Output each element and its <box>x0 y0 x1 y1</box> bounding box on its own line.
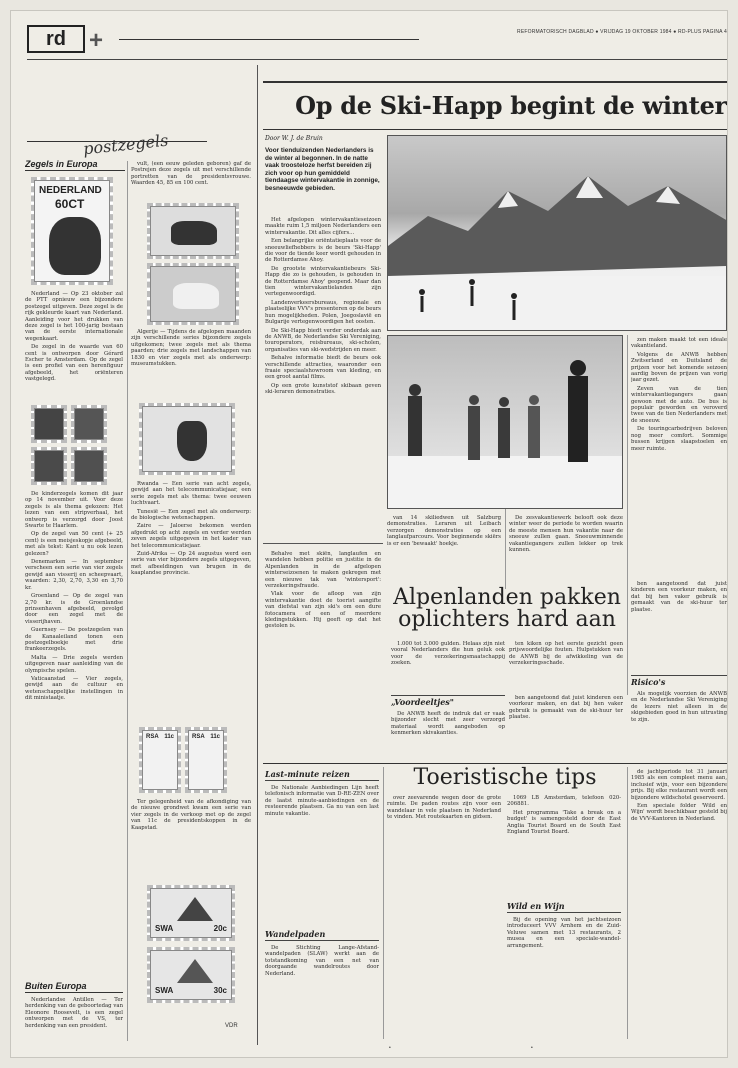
col-divider <box>383 767 384 1039</box>
rsa-stamp-2: RSA 11c <box>185 727 227 793</box>
plus-logo-mark: + <box>89 27 104 54</box>
horse-icon <box>173 283 219 309</box>
swa-stamp-2: SWA 30c <box>147 947 235 1003</box>
child-stamp-1 <box>31 405 67 443</box>
tips-rule <box>263 763 728 764</box>
col-divider <box>127 161 128 1041</box>
child-stamp-3 <box>31 447 67 485</box>
rubric-title: postzegels <box>82 130 170 159</box>
section-head-europa: Zegels in Europa <box>25 159 125 173</box>
alp-col4: ben aangetoond dat juist kinderen een voorkeur maken, en dat bij hen vaker gebruik is gemaakt van de ski-huur ter plaatse. <box>509 695 623 721</box>
alp-col5: ben aangetoond dat juist kinderen een voorkeur maken, en dat bij hen vaker gebruik is gemaakt van de ski-huur ter plaatse. <box>631 581 727 613</box>
mid-text-1: vult, (een eeuw geleden geboren) gaf de Postrejen deze zegels uit met verschillende portretten van de presidentsvrouwe. Waarden 45, 85 en 100 cent. <box>131 161 251 187</box>
subhead-tips: Toeristische tips <box>413 765 597 790</box>
col1-end-rule <box>263 543 383 544</box>
subhead-wild: Wild en Wijn <box>507 901 621 913</box>
section-head-buiten: Buiten Europa <box>25 981 123 995</box>
lead: Voor tienduizenden Nederlanders is de winter al begonnen. In de natte vaak troosteloze herfst bereiden zij zich voor op hun gemiddeld tiendaagse wintervakantie in zonnige, besneeuwde gebieden. <box>265 147 380 192</box>
wild-text: Bij de opening van het jachtseizoen introduceert VVV Arnhem en de Zuid-Veluwe samen met 13 restaurants, 2 musea en een speciale-wandel-arrangement. <box>507 917 621 949</box>
voordeel-text: De ANWB heeft de indruk dat er vaak bijzonder slecht met zeer verzorgd materiaal wordt aangeboden op kenmerken skivakanties. <box>391 711 505 737</box>
wandel-text: De Stichting Lange-Afstand-wandelpaden (SLAW) werkt aan de totstandkoming van een net van doorgaande wandelroutes door Nederland. <box>265 945 379 977</box>
newspaper-page <box>10 10 728 1058</box>
ship-icon <box>177 897 213 921</box>
intro-text: Nederland — Op 23 oktober zal de PTT opnieuw een bijzondere postzegel uitgeven. Deze zegel is de rijk gekleurde kaart van Nederland. Aanleiding voor het drukken van deze zegel is het 100-jarig bestaan van de eerste internationale wegenkaart. De zegel in de waarde van 60 cent is ontworpen door Gérard Escher te Amsterdam. Op de zegel is een profiel van een herenfiguur afgebeeld, het oriënteren vastgelegd. <box>25 291 123 383</box>
subhead-lastminute: Last-minute reizen <box>265 769 379 781</box>
left-text-body: De kinderzegels komen dit jaar op 14 november uit. Voor deze zegels is als thema gekozen: Het lezen van een stripverhaal, het ontwerp is verzorgd door Joost Swarte te Haarlem. Op de zegel van 50 cent (+ 25 cent) is een meisjeskopje afgebeeld, met als tekst: Kant u nu ook lezen gelezen? Denemarken — In september verscheen een serie van vier zegels gewijd aan visserij en scheepvaart, waarden: 2,30, 2,70, 3,30 en 3,70 kr. Groenland — Op de zegel van 2,70 kr. is de Groenlandse prinsenhaven afgebeeld, gevolgd door een zegel met de visserijhaven. Guernsey — De postzegelen van de Kanaaleiland tonen een postzegelboekje met drie frankeerzegels. Malta — Drie zegels werden uitgegeven naar aanleiding van de olympische spelen. Vaticaanstad — Vier zegels, gewijd aan de cultuur en wetenschappelijke instellingen in dit ministaatje. <box>25 491 123 702</box>
alp-col3: ten kiken op het eerste gezicht geen prijswoordelijke fouten. Hulpstukken van de ANWB bij de afwikkeling van de verzekeringsschade. <box>509 641 623 667</box>
ski-mountain-photo <box>387 135 727 331</box>
mid-text-4: Ter gelegenheid van de afkondiging van de nieuwe grondwet kwam een serie van vier zegels in de verkoop met op de zegel van 11c de presidentskoppen in de Kaapstad. <box>131 799 251 831</box>
col-divider <box>505 509 506 589</box>
child-stamp-4 <box>71 447 107 485</box>
main-rule-bottom <box>263 129 728 130</box>
paper-info: REFORMATORISCH DAGBLAD ● VRIJDAG 19 OKTOBER 1984 ● RD-PLUS PAGINA 4 <box>517 29 727 35</box>
footer-dot-left: • <box>389 1045 391 1051</box>
ship-icon <box>177 959 213 983</box>
col-divider <box>627 335 628 695</box>
col-divider <box>627 767 628 1039</box>
horse-stamp-2 <box>147 263 239 325</box>
subhead-voordeeltjes: „Voordeeltjes" <box>391 695 505 707</box>
mid-text-2: Algerije — Tijdens de afgelopen maanden zijn verschillende series bijzondere zegels uitgekomen; twee zegels met als thema paarden; drie zegels met landschappen van 1830 en vier zegels met als onderwerp: museumstukken. <box>131 329 251 368</box>
mid-text-3: Rwanda — Een serie van acht zegels, gewijd aan het telecommunicatiejaar, een serie zegels met als thema: twee eeuwen luchtvaart. Tunesië — Een zegel met als onderwerp: de biologische wetenschappen. Zaire — Jaloerse bekomen werden afgedrukt op acht zegels en verder werden zeven zegels uitgegeven in het kader van het telecommunicatiejaar. Zuid-Afrika — Op 24 augustus werd een serie van vier bijzondere zegels uitgegeven, met afbeeldingen van brugen in de kaaplandse provincie. <box>131 481 251 577</box>
main-col1: Het afgelopen wintervakantieseizoen maakte ruim 1,5 miljoen Nederlanders een wintervakantie. Dit alles cijfers... Een belangrijke oriëntatieplaats voor de sneeuwliefhebbers is de beurs 'Ski-Happ' die voor de tiende keer wordt gehouden in de Rotterdamse Ahoy. De grootste wintervakantiebeurs Ski-Happ die zo is gehouden, is gehouden in de Rotterdamse Ahoy' geopend. Maar dan tien wintervakantielanden zijn vertegenwoordigd. Landenverkeersbureaus, regionale en plaatselijke VVV's presenteren op de beurs hun mogelijkheden. Polen, Joegoslavië en Bulgarije vertegenwoordigen het oosten. De Ski-Happ biedt verder onderdak aan de ANWB, de Nederlandse Ski Vereniging, touroperators, reisbureaus, ski-scholen, organisaties van ski-wedstrijden en meer. Behalve informatie biedt de beurs ook verschillende attracties, waaronder een fraaie speciaalshowroom van kleding, en een groot aantal films. Op een grote kunststof skibaan geven ski-leraren demonstraties. <box>265 217 381 396</box>
stamp-nederland <box>31 177 113 285</box>
main-rule-top <box>263 81 728 83</box>
horse-icon <box>171 221 217 245</box>
rubric <box>27 123 170 163</box>
skiers-photo <box>387 335 623 509</box>
byline: Door W. J. de Bruin <box>265 135 323 142</box>
lastminute-text: De Nationale Aanbiedingen Lijn heeft telefonisch informatie van D-RE-ZEN over de laatst minute-aanbiedingen en de resteerende plaatsen. Ga nu van een last minute vakantie. <box>265 785 379 817</box>
main-col5: zen maken maakt tot een ideale vakantieland. Volgens de ANWB hebben Zwitserland en Duitsland de prijzen voor het komende seizoen aardig boven de prijzen van vorig jaar gezet. Zeven van de tien wintervakantiegangers gaan gewoon met de auto. De bus is populair geworden en veroverd twee van de tien Nederlanders met de sneeuw. De touringcarbedrijven beloven nog meer comfort. Sommige bussen krijgen slaapstoelen en meer ruimte. <box>631 337 727 452</box>
rd-logo: rd <box>27 25 85 53</box>
header-rule <box>27 59 727 60</box>
subhead-alpenlanden: Alpenlanden pakken oplichters hard aan <box>393 585 621 632</box>
vase-stamp <box>139 403 235 475</box>
swa-stamp-1: SWA 20c <box>147 885 235 941</box>
child-stamp-2 <box>71 405 107 443</box>
vase-icon <box>177 421 207 461</box>
main-title: Op de Ski-Happ begint de winter <box>295 91 727 120</box>
main-divider <box>257 65 258 1045</box>
header-divider <box>119 39 419 40</box>
alp-col2: 1.000 tot 3.000 gulden. Helaas zijn niet vooral Nederlanders die hun geluk ook voor de verzekeringsmaatschappij zoeken. <box>391 641 505 667</box>
main-col3: van 14 skiliedwen uit Salzburg demonstraties. Leraren uit Leibach verzorgen demonstraties op een langlaufparcours. Voor beginnende skiërs is er een 'bewaakt' hoekje. <box>387 515 501 547</box>
horse-stamp-1 <box>147 203 239 259</box>
stamp-country: NEDERLAND <box>39 185 102 196</box>
risicos-text: Als mogelijk voorzien de ANWB en de Nederlandse Ski Vereniging de lezers niet alleen in de skigebieden goed in hun uitrusting te zijn. <box>631 691 727 723</box>
rsa-stamp-1: RSA 11c <box>139 727 181 793</box>
alp-col1: Behalve met skiën, langlaufen en wandelen hebben politie en justitie in de Alpenlanden in de afgelopen winterseizoenen te maken gekregen met een nieuwe tak van 'wintersport': verzekeringsfraude. Vlak voor de afloop van zijn wintervakantie doet de toerist aangifte van diefstal van zijn ski's om een dure fotocamera of een of meerdere kledingstukken. Hij geeft op dat het gestolen is. <box>265 551 381 630</box>
stamp-art <box>34 180 110 282</box>
footer-dot-right: • <box>531 1045 533 1051</box>
main-col4: De zesvakantiewerk belooft ook deze winter weer de periode te worden waarin de meeste mensen hun vakantie naar de sneeuw zullen gaan. Sneeuwminnende vakantiegangers zullen lekker op trek kunnen. <box>509 515 623 554</box>
credit: VDR <box>225 1023 238 1029</box>
tips-col4: de jachtperiode tot 31 januari 1985 als een compleet menu aan, inclusief wijn, voor een bijzondere prijs. Bij elke restaurant wordt een bijzondere wildschotel geserveerd. Een speciale folder 'Wild en Wijn' wordt beschikbaar gesteld bij de VVV-Kantoren in Nederland. <box>631 769 727 822</box>
masthead <box>27 25 727 55</box>
tips-col3: 1069 LB Amsterdam, telefoon 020-206881. Het programma 'Take a break on a budget' is samengesteld door de East Anglia Tourist Board en de South East England Tourist Board. <box>507 795 621 836</box>
stamp-value: 60CT <box>55 197 85 211</box>
tips-col2: over zeevarende wegen door de grote ruimte. De paden routes zijn voor een wandelaar in vele plaatsen in Nederland te vinden. Met routekaarten en gidsen. <box>387 795 501 821</box>
subhead-risicos: Risico's <box>631 675 727 687</box>
subhead-wandelpaden: Wandelpaden <box>265 929 379 941</box>
stamp-map-icon <box>49 217 101 275</box>
buiten-text: Nederlandse Antillen — Ter herdenking van de geboortedag van Eleonore Roosevelt, is een zegel ontworpen met de VS, ter herdenking van een president. <box>25 997 123 1029</box>
